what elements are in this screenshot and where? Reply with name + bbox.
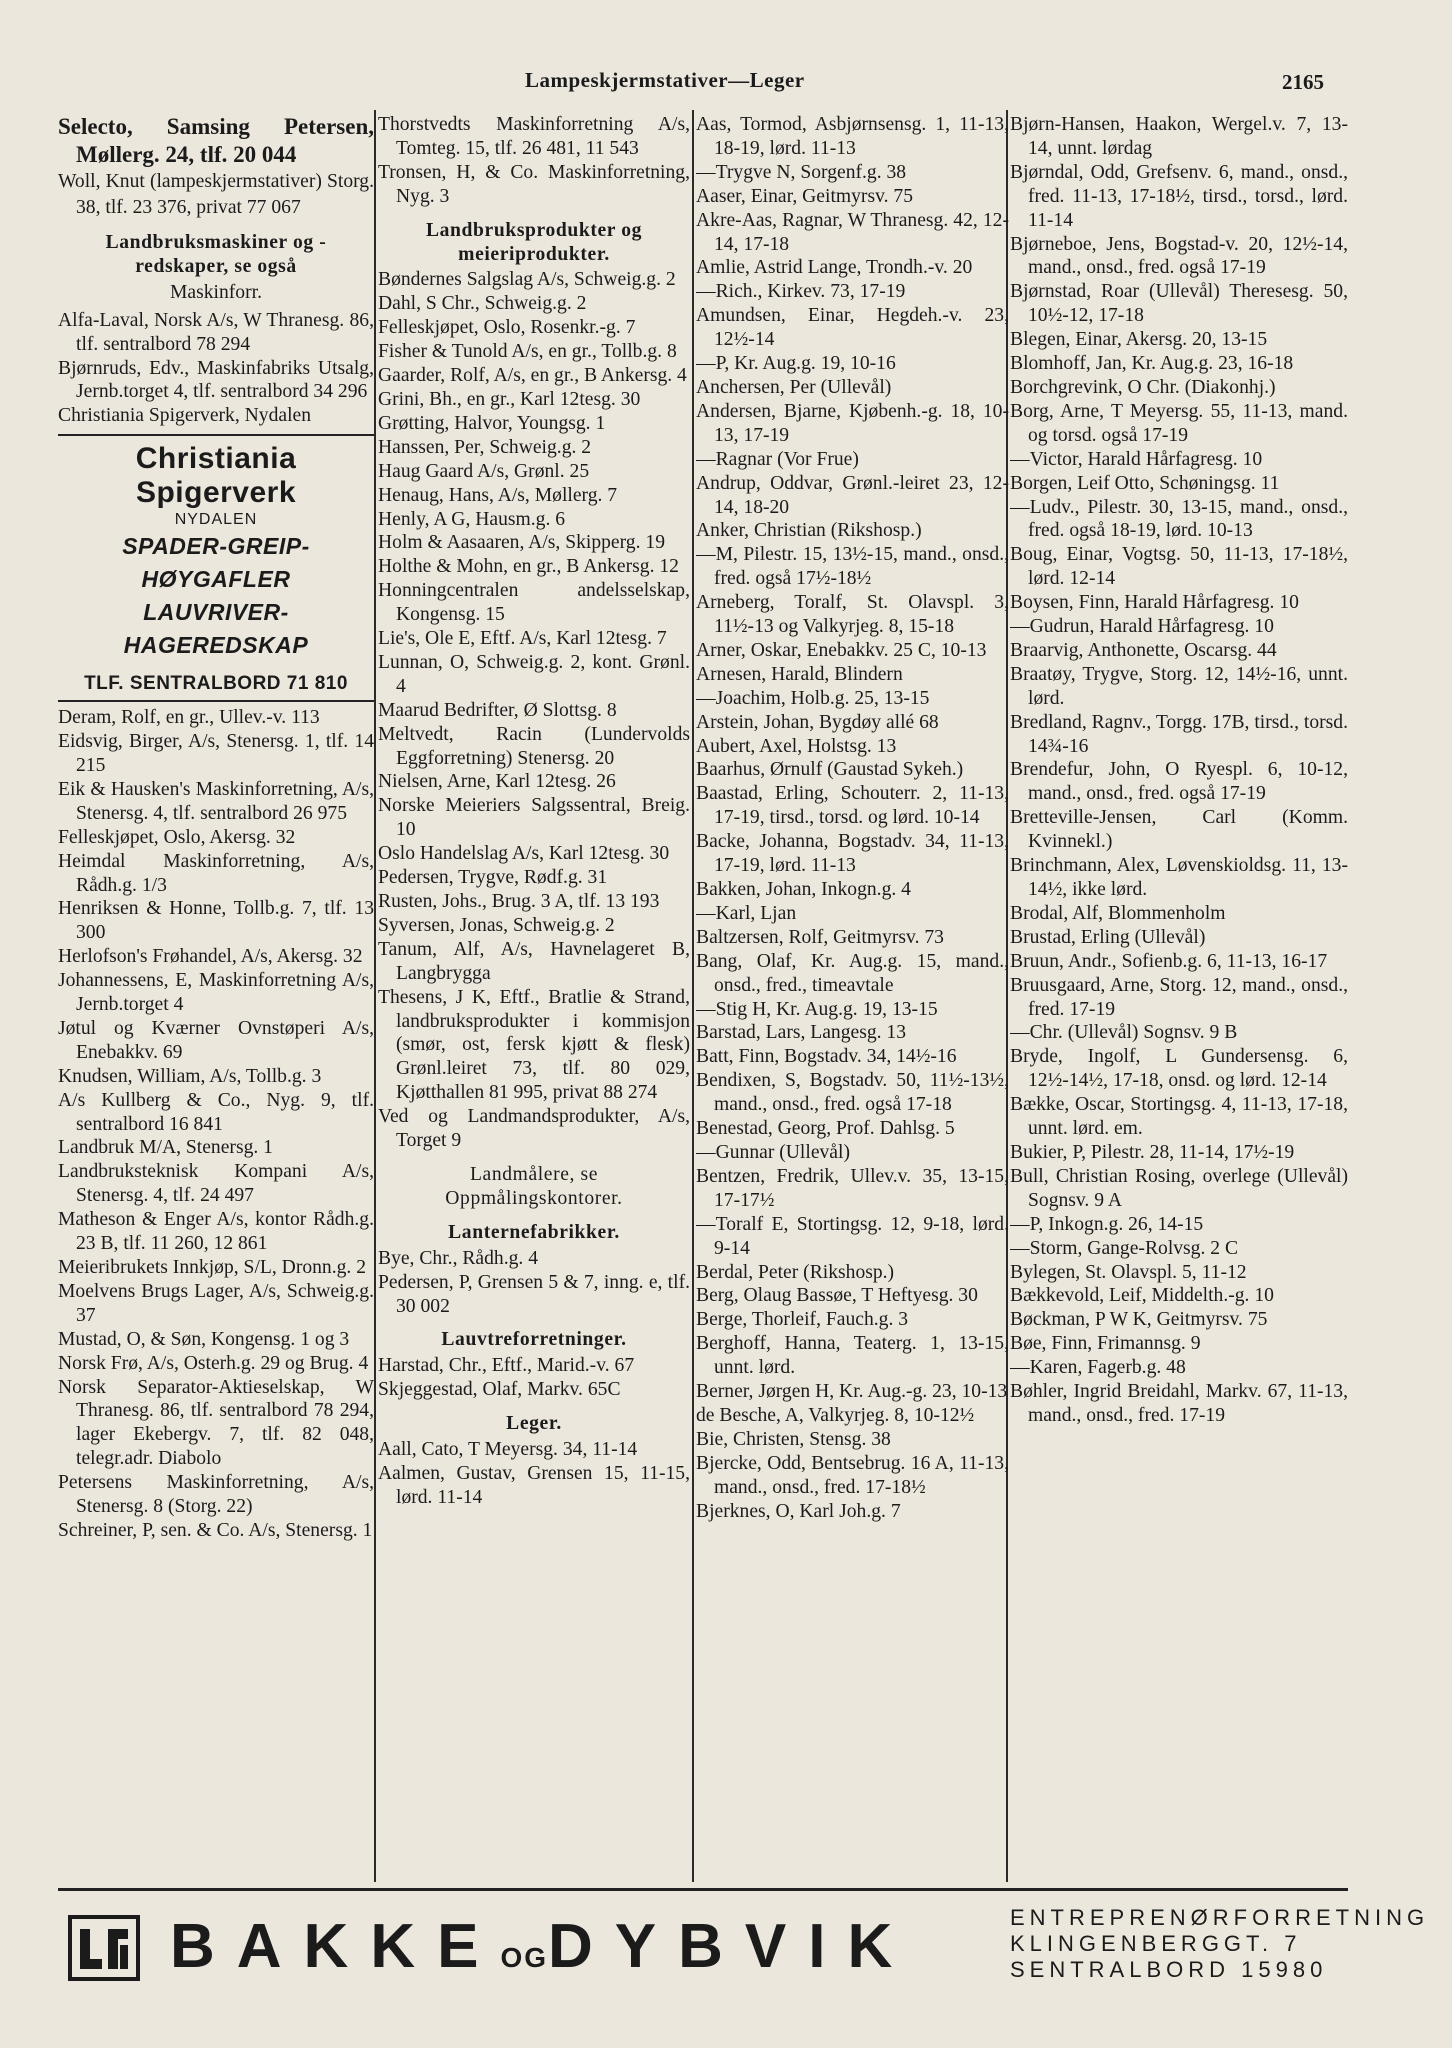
- footer-brand: [170, 1911, 914, 1982]
- listing-entry: Knudsen, William, A/s, Tollb.g. 3: [58, 1065, 322, 1087]
- listing-entry: Matheson & Enger A/s, kontor Rådh.g. 23 B, tlf. 11 260, 12 861: [58, 1209, 374, 1255]
- listing-entry: Christiania Spigerverk, Nydalen: [58, 405, 312, 427]
- listing-entry: Boysen, Finn, Harald Hårfagresg. 10: [1010, 592, 1299, 614]
- listing-entry: Bentzen, Fredrik, Ullev.v. 35, 13-15, 17-17½: [696, 1165, 1009, 1211]
- listing-entry: Alfa-Laval, Norsk A/s, W Thranesg. 86, tlf. sentralbord 78 294: [58, 309, 374, 355]
- brand-bakke: BAKKE: [170, 1912, 501, 1981]
- section-heading: Landbruksprodukter og meieriprodukter.: [425, 219, 643, 265]
- brand-dybvik: DYBVIK: [548, 1912, 915, 1981]
- column-2: [378, 113, 690, 1880]
- listing-entry: Landbruk M/A, Stenersg. 1: [58, 1137, 273, 1159]
- listing-entry: Aall, Cato, T Meyersg. 34, 11-14: [378, 1439, 638, 1461]
- listing-entry: Brustad, Erling (Ullevål): [1010, 926, 1206, 948]
- listing-entry: Bie, Christen, Stensg. 38: [696, 1428, 891, 1450]
- listing-entry: Bøhler, Ingrid Breidahl, Markv. 67, 11-13, mand., onsd., fred. 17-19: [1010, 1381, 1348, 1426]
- listing-entry: Arstein, Johan, Bygdøy allé 68: [696, 711, 939, 733]
- listing-entry: Bjørnruds, Edv., Maskinfabriks Utsalg, Jernb.torget 4, tlf. sentralbord 34 296: [58, 357, 374, 403]
- listing-entry: Harstad, Chr., Eftf., Marid.-v. 67: [378, 1355, 635, 1377]
- listing-entry: Batt, Finn, Bogstadv. 34, 14½-16: [696, 1046, 957, 1068]
- listing-entry: Oslo Handelslag A/s, Karl 12tesg. 30: [378, 843, 670, 865]
- column-divider: [692, 110, 694, 1882]
- listing-entry: —Karl, Ljan: [696, 902, 797, 924]
- listing-entry: —Chr. (Ullevål) Sognsv. 9 B: [1010, 1022, 1238, 1044]
- listing-entry: —Rich., Kirkev. 73, 17-19: [696, 281, 906, 303]
- listing-entry: Thorstvedts Maskinforretning A/s, Tomteg. 15, tlf. 26 481, 11 543: [378, 114, 690, 159]
- listing-entry: Norsk Separator-Aktieselskap, W Thranesg. 86, tlf. sentralbord 78 294, lager Ekebergv. 7, tlf. 82 048, telegr.adr. Diabolo: [58, 1376, 374, 1470]
- listing-entry: Aaser, Einar, Geitmyrsv. 75: [696, 185, 913, 207]
- advert-line: SPADER-GREIP-HØYGAFLER: [122, 533, 310, 593]
- listing-entry: Selecto, Samsing Petersen, Møllerg. 24, tlf. 20 044: [58, 114, 374, 167]
- listing-entry: Meltvedt, Racin (Lundervolds Eggforretning) Stenersg. 20: [378, 723, 690, 769]
- listing-entry: Jøtul og Kværner Ovnstøperi A/s, Enebakkv. 69: [58, 1017, 374, 1063]
- listing-entry: Arneberg, Toralf, St. Olavspl. 3, 11½-13 og Valkyrjeg. 8, 15-18: [696, 592, 1009, 638]
- advert-line: LAUVRIVER-HAGEREDSKAP: [123, 599, 309, 659]
- listing-entry: Pedersen, Trygve, Rødf.g. 31: [378, 867, 608, 889]
- section-heading: Leger.: [506, 1413, 562, 1435]
- listing-entry: Dahl, S Chr., Schweig.g. 2: [378, 293, 587, 315]
- listing-entry: Bakken, Johan, Inkogn.g. 4: [696, 879, 911, 900]
- listing-entry: Bække, Oscar, Stortingsg. 4, 11-13, 17-18, unnt. lørd. em.: [1010, 1094, 1348, 1140]
- listing-entry: —Gunnar (Ullevål): [696, 1141, 850, 1163]
- footer-line: ENTREPRENØRFORRETNING: [1010, 1905, 1430, 1930]
- listing-entry: de Besche, A, Valkyrjeg. 8, 10-12½: [696, 1404, 975, 1426]
- listing-entry: Amlie, Astrid Lange, Trondh.-v. 20: [696, 257, 973, 279]
- listing-entry: Heimdal Maskinforretning, A/s, Rådh.g. 1/3: [58, 850, 374, 896]
- listing-entry: Berge, Thorleif, Fauch.g. 3: [696, 1309, 909, 1331]
- listing-entry: Bjørneboe, Jens, Bogstad-v. 20, 12½-14, mand., onsd., fred. også 17-19: [1010, 233, 1348, 279]
- listing-entry: Baarhus, Ørnulf (Gaustad Sykeh.): [696, 759, 964, 781]
- listing-entry: Woll, Knut (lampeskjermstativer) Storg. 38, tlf. 23 376, privat 77 067: [58, 171, 374, 218]
- listing-entry: Gaarder, Rolf, A/s, en gr., B Ankersg. 4: [378, 365, 687, 387]
- listing-entry: Brinchmann, Alex, Løvenskioldsg. 11, 13-14½, ikke lørd.: [1010, 855, 1348, 900]
- listing-entry: —Toralf E, Stortingsg. 12, 9-18, lørd. 9-14: [696, 1213, 1009, 1259]
- listing-entry: Bye, Chr., Rådh.g. 4: [378, 1247, 539, 1269]
- listing-entry: Arnesen, Harald, Blindern: [696, 663, 903, 685]
- advert-title: Christiania Spigerverk: [135, 442, 297, 510]
- listing-entry: —Gudrun, Harald Hårfagresg. 10: [1010, 616, 1274, 638]
- listing-entry: Andersen, Bjarne, Kjøbenh.-g. 18, 10-13, 17-19: [696, 400, 1009, 446]
- listing-entry: Borchgrevink, O Chr. (Diakonhj.): [1010, 376, 1276, 398]
- listing-entry: Skjeggestad, Olaf, Markv. 65C: [378, 1379, 621, 1401]
- listing-entry: —M, Pilestr. 15, 13½-15, mand., onsd., fred. også 17½-18½: [696, 544, 1009, 590]
- footer-advert: [58, 1888, 1430, 2011]
- listing-entry: Henaug, Hans, A/s, Møllerg. 7: [378, 484, 618, 506]
- listing-entry: Eidsvig, Birger, A/s, Stenersg. 1, tlf. 14 215: [58, 731, 374, 776]
- listing-entry: Mustad, O, & Søn, Kongensg. 1 og 3: [58, 1328, 350, 1350]
- listing-entry: —Ragnar (Vor Frue): [696, 448, 859, 470]
- listing-entry: Felleskjøpet, Oslo, Rosenkr.-g. 7: [378, 317, 636, 339]
- listing-entry: Ved og Landmandsprodukter, A/s, Torget 9: [378, 1106, 690, 1152]
- footer-contact: [1010, 1905, 1429, 1983]
- listing-entry: Bøe, Finn, Frimannsg. 9: [1010, 1333, 1201, 1355]
- listing-entry: Herlofson's Frøhandel, A/s, Akersg. 32: [58, 946, 363, 968]
- listing-entry: Syversen, Jonas, Schweig.g. 2: [378, 914, 615, 936]
- listing-entry: Anker, Christian (Rikshosp.): [696, 520, 922, 542]
- listing-entry: Bretteville-Jensen, Carl (Komm. Kvinnekl.): [1010, 807, 1348, 853]
- listing-entry: Braatøy, Trygve, Storg. 12, 14½-16, unnt. lørd.: [1010, 663, 1348, 709]
- listing-entry: Andrup, Oddvar, Grønl.-leiret 23, 12-14, 18-20: [696, 472, 1009, 518]
- listing-entry: —Storm, Gange-Rolvsg. 2 C: [1010, 1237, 1239, 1259]
- listing-entry: Amundsen, Einar, Hegdeh.-v. 23, 12½-14: [696, 305, 1009, 351]
- listing-entry: Lie's, Ole E, Eftf. A/s, Karl 12tesg. 7: [378, 628, 667, 650]
- listing-entry: Bækkevold, Leif, Middelth.-g. 10: [1010, 1285, 1274, 1307]
- footer-line: KLINGENBERGGT. 7: [1010, 1931, 1302, 1956]
- listing-entry: —Karen, Fagerb.g. 48: [1010, 1357, 1186, 1379]
- listing-entry: Grini, Bh., en gr., Karl 12tesg. 30: [378, 388, 641, 410]
- listing-entry: Borgen, Leif Otto, Schøningsg. 11: [1010, 472, 1280, 494]
- listing-entry: Berner, Jørgen H, Kr. Aug.-g. 23, 10-13: [696, 1381, 1008, 1403]
- listing-entry: Baltzersen, Rolf, Geitmyrsv. 73: [696, 926, 944, 948]
- section-heading: Lanternefabrikker.: [448, 1221, 620, 1243]
- listing-entry: Bylegen, St. Olavspl. 5, 11-12: [1010, 1261, 1247, 1283]
- listing-entry: Haug Gaard A/s, Grønl. 25: [378, 460, 590, 482]
- listing-entry: Pedersen, P, Grensen 5 & 7, inng. e, tlf. 30 002: [378, 1271, 690, 1317]
- column-4: [1010, 113, 1348, 1880]
- listing-entry: Tronsen, H, & Co. Maskinforretning, Nyg. 3: [378, 161, 690, 207]
- listing-entry: Petersens Maskinforretning, A/s, Stenersg. 8 (Storg. 22): [58, 1472, 374, 1518]
- listing-entry: Bull, Christian Rosing, overlege (Ullevål) Sognsv. 9 A: [1010, 1165, 1348, 1211]
- listing-entry: Akre-Aas, Ragnar, W Thranesg. 42, 12-14, 17-18: [696, 209, 1009, 255]
- listing-entry: Blegen, Einar, Akersg. 20, 13-15: [1010, 329, 1268, 351]
- listing-entry: Aubert, Axel, Holstsg. 13: [696, 735, 897, 757]
- listing-entry: —Stig H, Kr. Aug.g. 19, 13-15: [696, 998, 938, 1020]
- listing-entry: Braarvig, Anthonette, Oscarsg. 44: [1010, 639, 1277, 661]
- advert-subtitle: NYDALEN: [174, 511, 258, 529]
- listing-entry: Brodal, Alf, Blommenholm: [1010, 902, 1226, 924]
- listing-entry: Barstad, Lars, Langesg. 13: [696, 1022, 907, 1044]
- listing-entry: Blomhoff, Jan, Kr. Aug.g. 23, 16-18: [1010, 353, 1294, 375]
- listing-entry: Bendixen, S, Bogstadv. 50, 11½-13½, mand., onsd., fred. også 17-18: [696, 1070, 1009, 1116]
- listing-entry: Bjercke, Odd, Bentsebrug. 16 A, 11-13, mand., onsd., fred. 17-18½: [696, 1452, 1009, 1498]
- column-divider: [374, 110, 376, 1882]
- listing-entry: Holm & Aasaaren, A/s, Skipperg. 19: [378, 532, 665, 554]
- listing-entry: —P, Inkogn.g. 26, 14-15: [1010, 1213, 1204, 1235]
- listing-entry: Bjørn-Hansen, Haakon, Wergel.v. 7, 13-14, unnt. lørdag: [1010, 114, 1348, 159]
- footer-line: SENTRALBORD 15980: [1010, 1957, 1328, 1982]
- listing-entry: Borg, Arne, T Meyersg. 55, 11-13, mand. og torsd. også 17-19: [1010, 400, 1348, 446]
- column-1: [58, 113, 374, 1880]
- section-heading-sub: Maskinforr.: [170, 281, 262, 303]
- listing-entry: Bruun, Andr., Sofienb.g. 6, 11-13, 16-17: [1010, 950, 1328, 972]
- listing-entry: Holthe & Mohn, en gr., B Ankersg. 12: [378, 556, 679, 578]
- listing-entry: A/s Kullberg & Co., Nyg. 9, tlf. sentralbord 16 841: [58, 1089, 374, 1135]
- listing-entry: Schreiner, P, sen. & Co. A/s, Stenersg. 1: [58, 1519, 373, 1541]
- listing-entry: Bukier, P, Pilestr. 28, 11-14, 17½-19: [1010, 1141, 1295, 1163]
- listing-entry: Bryde, Ingolf, L Gundersensg. 6, 12½-14½, 17-18, onsd. og lørd. 12-14: [1010, 1046, 1348, 1092]
- listing-entry: Bøndernes Salgslag A/s, Schweig.g. 2: [378, 269, 676, 291]
- listing-entry: Aalmen, Gustav, Grensen 15, 11-15, lørd. 11-14: [378, 1462, 690, 1508]
- listing-entry: —Victor, Harald Hårfagresg. 10: [1010, 448, 1263, 470]
- listing-entry: Norske Meieriers Salgssentral, Breig. 10: [378, 795, 690, 841]
- listing-entry: Bjørndal, Odd, Grefsenv. 6, mand., onsd., fred. 11-13, 17-18½, tirsd., torsd., lørd. 11-14: [1010, 161, 1348, 231]
- listing-entry: Bjørnstad, Roar (Ullevål) Theresesg. 50, 10½-12, 17-18: [1010, 281, 1348, 327]
- listing-entry: Berghoff, Hanna, Teaterg. 1, 13-15, unnt. lørd.: [696, 1333, 1009, 1379]
- company-logo-icon: [68, 1915, 140, 1981]
- listing-entry: Benestad, Georg, Prof. Dahlsg. 5: [696, 1118, 955, 1140]
- listing-entry: —P, Kr. Aug.g. 19, 10-16: [696, 353, 896, 375]
- listing-entry: Eik & Hausken's Maskinforretning, A/s, Stenersg. 4, tlf. sentralbord 26 975: [58, 778, 374, 824]
- listing-entry: Bøckman, P W K, Geitmyrsv. 75: [1010, 1309, 1268, 1331]
- listing-entry: Backe, Johanna, Bogstadv. 34, 11-13, 17-19, lørd. 11-13: [696, 831, 1009, 877]
- listing-entry: Baastad, Erling, Schouterr. 2, 11-13, 17-19, tirsd., torsd. og lørd. 10-14: [696, 783, 1009, 829]
- listing-entry: Bjerknes, O, Karl Joh.g. 7: [696, 1500, 901, 1522]
- listing-entry: Bang, Olaf, Kr. Aug.g. 15, mand., onsd., fred., timeavtale: [696, 950, 1009, 996]
- listing-entry: Landbruksteknisk Kompani A/s, Stenersg. 4, tlf. 24 497: [58, 1161, 374, 1207]
- listing-entry: Felleskjøpet, Oslo, Akersg. 32: [58, 826, 296, 848]
- section-heading: Landbruksmaskiner og -redskaper, se også: [105, 232, 327, 277]
- listing-entry: Aas, Tormod, Asbjørnsensg. 1, 11-13, 18-19, lørd. 11-13: [696, 114, 1009, 159]
- listing-entry: Thesens, J K, Eftf., Bratlie & Strand, landbruksprodukter i kommisjon (smør, ost, fersk kjøtt & flesk) Grønl.leiret 73, tlf. 80 029, Kjøtthallen 81 995, privat 88 274: [378, 986, 690, 1104]
- listing-entry: Hanssen, Per, Schweig.g. 2: [378, 436, 592, 458]
- column-3: [696, 113, 1009, 1880]
- listing-entry: —Joachim, Holb.g. 25, 13-15: [696, 687, 930, 709]
- listing-entry: Anchersen, Per (Ullevål): [696, 376, 892, 398]
- advert-telephone: TLF. SENTRALBORD 71 810: [84, 673, 348, 695]
- listing-entry: Berdal, Peter (Rikshosp.): [696, 1261, 895, 1283]
- listing-entry: Arner, Oskar, Enebakkv. 25 C, 10-13: [696, 639, 987, 661]
- section-heading: Landmålere, se Oppmålingskontorer.: [445, 1163, 623, 1209]
- listing-entry: Nielsen, Arne, Karl 12tesg. 26: [378, 771, 616, 793]
- listing-entry: Bredland, Ragnv., Torgg. 17B, tirsd., torsd. 14¾-16: [1010, 711, 1348, 757]
- listing-entry: Deram, Rolf, en gr., Ullev.-v. 113: [58, 707, 320, 729]
- page-number: 2165: [1282, 70, 1324, 94]
- listing-entry: Moelvens Brugs Lager, A/s, Schweig.g. 37: [58, 1280, 374, 1326]
- listing-entry: Norsk Frø, A/s, Osterh.g. 29 og Brug. 4: [58, 1352, 369, 1374]
- listing-entry: Johannessens, E, Maskinforretning A/s, Jernb.torget 4: [58, 970, 374, 1016]
- running-title: Lampeskjermstativer—Leger: [525, 68, 805, 92]
- listing-entry: —Trygve N, Sorgenf.g. 38: [696, 161, 907, 183]
- listing-entry: Henriksen & Honne, Tollb.g. 7, tlf. 13 300: [58, 898, 374, 944]
- listing-entry: Boug, Einar, Vogtsg. 50, 11-13, 17-18½, lørd. 12-14: [1010, 544, 1348, 590]
- listing-entry: Brendefur, John, O Ryespl. 6, 10-12, mand., onsd., fred. også 17-19: [1010, 759, 1348, 805]
- listing-entry: Honningcentralen andelsselskap, Kongensg. 15: [378, 580, 690, 626]
- listing-entry: Tanum, Alf, A/s, Havnelageret B, Langbrygga: [378, 938, 690, 984]
- listing-entry: Bruusgaard, Arne, Storg. 12, mand., onsd., fred. 17-19: [1010, 974, 1348, 1020]
- listing-entry: Grøtting, Halvor, Youngsg. 1: [378, 412, 606, 434]
- running-header: [0, 68, 1452, 108]
- listing-entry: —Ludv., Pilestr. 30, 13-15, mand., onsd., fred. også 18-19, lørd. 10-13: [1010, 496, 1348, 542]
- listing-entry: Henly, A G, Hausm.g. 6: [378, 508, 566, 530]
- listing-entry: Maarud Bedrifter, Ø Slottsg. 8: [378, 699, 617, 721]
- spigerverk-advert: [58, 434, 374, 702]
- brand-og: OG: [500, 1942, 549, 1973]
- listing-entry: Rusten, Johs., Brug. 3 A, tlf. 13 193: [378, 891, 660, 912]
- section-heading: Lauvtreforretninger.: [441, 1329, 627, 1351]
- listing-entry: Berg, Olaug Bassøe, T Heftyesg. 30: [696, 1285, 978, 1307]
- listing-entry: Lunnan, O, Schweig.g. 2, kont. Grønl. 4: [378, 651, 690, 697]
- listing-entry: Meieribrukets Innkjøp, S/L, Dronn.g. 2: [58, 1257, 367, 1278]
- listing-entry: Fisher & Tunold A/s, en gr., Tollb.g. 8: [378, 341, 677, 363]
